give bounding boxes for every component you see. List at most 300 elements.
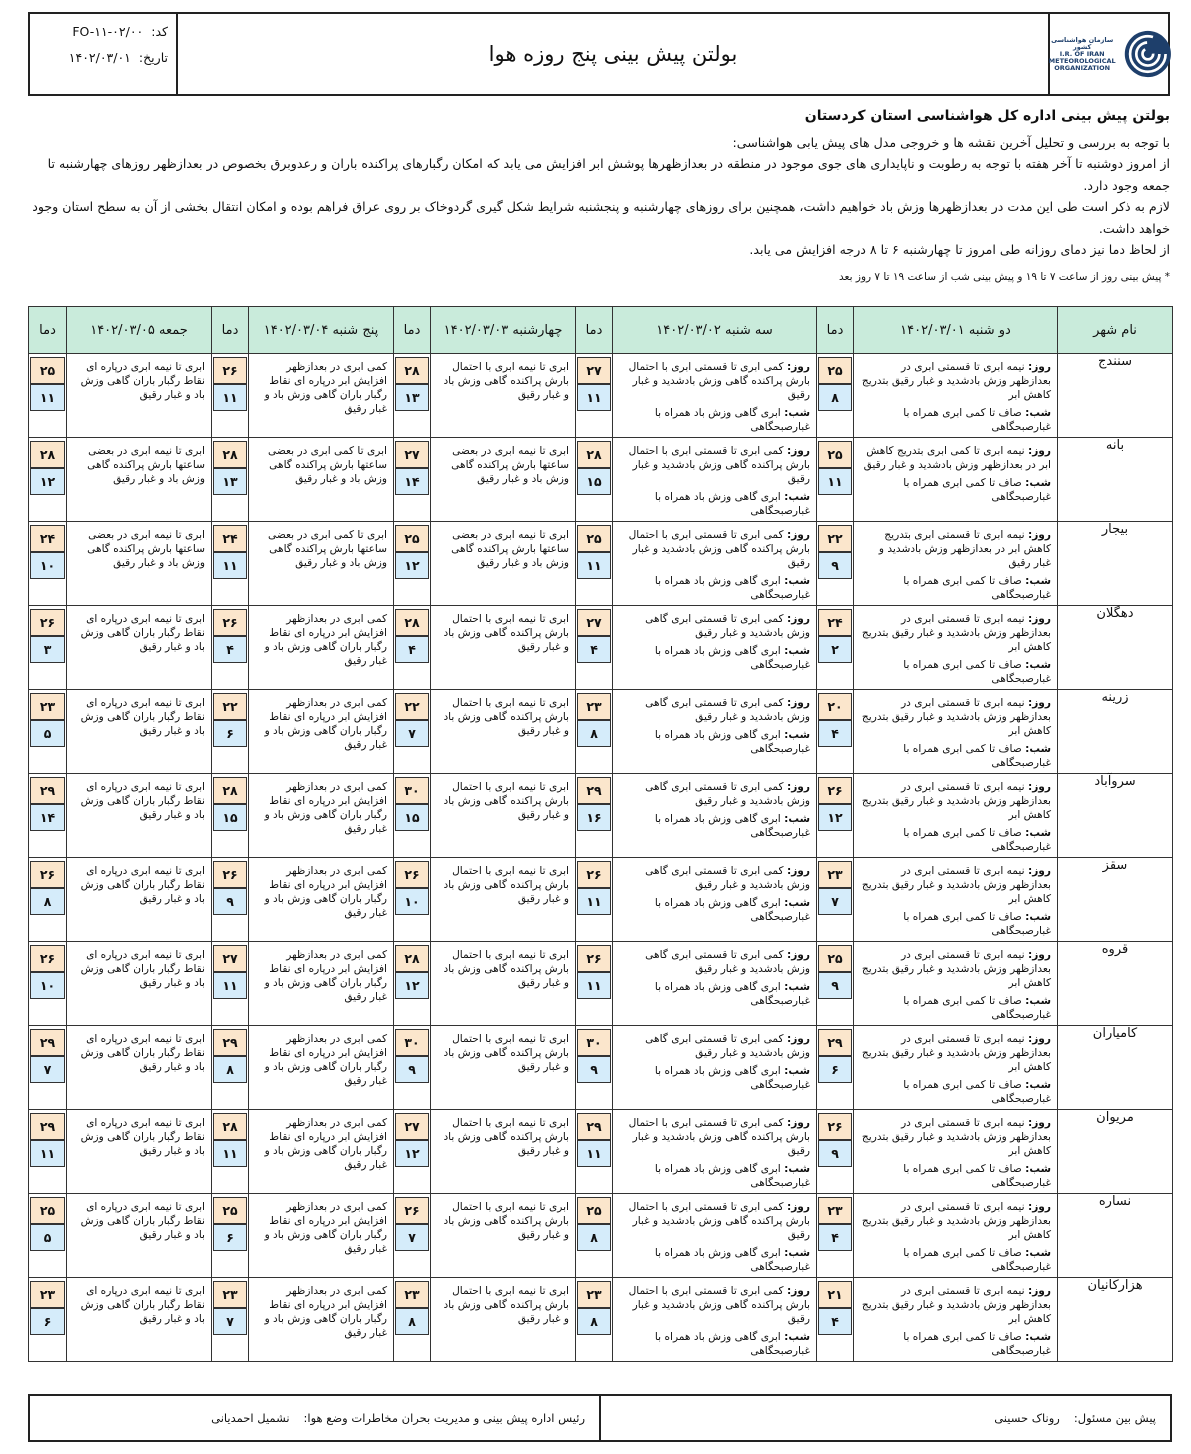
forecast-cell xyxy=(854,1026,1058,1110)
forecast-description xyxy=(67,1110,211,1158)
day-label: روز: xyxy=(786,361,810,373)
forecast-cell xyxy=(249,1026,394,1110)
min-temperature: ۶ xyxy=(213,720,247,747)
day-forecast-text: نیمه ابری تا قسمتی ابری در بعدازظهر وزش بادشدید و غبار رقیق بتدریج کاهش ابر xyxy=(861,1117,1051,1157)
min-temperature: ۴ xyxy=(577,636,611,663)
day-forecast xyxy=(619,1200,810,1242)
min-temperature: ۸ xyxy=(818,384,852,411)
max-temperature: ۲۸ xyxy=(395,945,429,972)
day-label: روز: xyxy=(1027,697,1051,709)
day-forecast xyxy=(619,444,810,486)
day-forecast-text: نیمه ابری تا قسمتی ابری در بعدازظهر وزش بادشدید و غبار رقیق بتدریج کاهش ابر xyxy=(861,1033,1051,1073)
day-forecast xyxy=(619,1116,810,1158)
day-column-header: جمعه ۱۴۰۲/۰۳/۰۵ xyxy=(67,307,212,354)
forecast-cell xyxy=(854,438,1058,522)
max-temperature: ۳۰ xyxy=(395,1029,429,1056)
forecast-description xyxy=(249,1194,393,1256)
table-header-row xyxy=(29,307,1173,354)
day-label: روز: xyxy=(786,1201,810,1213)
min-temperature: ۴ xyxy=(395,636,429,663)
organization-logo xyxy=(1048,14,1168,94)
night-forecast xyxy=(619,980,810,1008)
max-temperature: ۲۶ xyxy=(213,609,247,636)
forecast-cell xyxy=(854,606,1058,690)
min-temperature: ۷ xyxy=(213,1308,247,1335)
day-forecast xyxy=(619,864,810,892)
night-forecast xyxy=(619,490,810,518)
forecast-description xyxy=(249,522,393,570)
min-temperature: ۱۱ xyxy=(213,972,247,999)
min-temperature: ۱۱ xyxy=(213,384,247,411)
temperature-cell xyxy=(576,522,613,606)
max-temperature: ۲۵ xyxy=(818,441,852,468)
night-forecast-text: ابری گاهی وزش باد همراه با غبارصبحگاهی xyxy=(654,813,810,839)
max-temperature: ۲۷ xyxy=(577,609,611,636)
table-row xyxy=(29,1278,1173,1362)
forecast-text: ابری تا نیمه ابری با احتمال بارش پراکنده گاهی وزش باد و غبار رقیق xyxy=(443,1033,569,1073)
forecast-cell xyxy=(67,1194,212,1278)
forecast-cell xyxy=(67,858,212,942)
night-forecast-text: ابری گاهی وزش باد همراه با غبارصبحگاهی xyxy=(654,575,810,601)
day-forecast xyxy=(860,948,1051,990)
max-temperature: ۳۰ xyxy=(577,1029,611,1056)
table-row xyxy=(29,942,1173,1026)
day-label: روز: xyxy=(1027,361,1051,373)
temperature-cell xyxy=(576,942,613,1026)
max-temperature: ۲۵ xyxy=(577,1197,611,1224)
forecast-description xyxy=(431,606,575,654)
forecast-description xyxy=(854,606,1057,686)
forecast-cell xyxy=(431,1194,576,1278)
day-forecast xyxy=(860,360,1051,402)
forecast-description xyxy=(854,774,1057,854)
max-temperature: ۲۰ xyxy=(818,693,852,720)
min-temperature: ۱۱ xyxy=(577,384,611,411)
min-temperature: ۱۲ xyxy=(30,468,65,495)
forecast-description xyxy=(67,1194,211,1242)
night-forecast-text: صاف تا کمی ابری همراه با غبارصبحگاهی xyxy=(903,1247,1051,1273)
chief-label: رئیس اداره پیش بینی و مدیریت بحران مخاطرات وضع هوا: xyxy=(303,1411,585,1425)
forecast-description xyxy=(67,690,211,738)
temperature-cell xyxy=(394,1278,431,1362)
forecast-cell xyxy=(854,774,1058,858)
forecast-cell xyxy=(431,690,576,774)
day-forecast-text: کمی ابری تا قسمتی ابری گاهی وزش بادشدید و غبار رقیق xyxy=(645,1033,810,1059)
max-temperature: ۳۰ xyxy=(395,777,429,804)
max-temperature: ۲۸ xyxy=(395,609,429,636)
min-temperature: ۴ xyxy=(818,1308,852,1335)
night-forecast xyxy=(860,1078,1051,1106)
temperature-cell xyxy=(576,438,613,522)
signature-footer xyxy=(28,1394,1172,1442)
day-forecast xyxy=(860,528,1051,570)
max-temperature: ۲۳ xyxy=(30,1281,65,1308)
min-temperature: ۱۱ xyxy=(577,972,611,999)
table-row xyxy=(29,858,1173,942)
day-forecast-text: کمی ابری تا قسمتی ابری با احتمال بارش پراکنده گاهی وزش بادشدید و غبار رقیق xyxy=(628,361,810,401)
night-forecast xyxy=(860,574,1051,602)
forecast-cell xyxy=(67,522,212,606)
temperature-cell xyxy=(394,942,431,1026)
forecast-text: ابری تا نیمه ابری با احتمال بارش پراکنده گاهی وزش باد و غبار رقیق xyxy=(443,781,569,821)
table-row xyxy=(29,606,1173,690)
max-temperature: ۲۳ xyxy=(30,693,65,720)
max-temperature: ۲۳ xyxy=(213,1281,247,1308)
night-label: شب: xyxy=(1025,1247,1051,1259)
forecast-text: ابری تا نیمه ابری با احتمال بارش پراکنده گاهی وزش باد و غبار رقیق xyxy=(443,865,569,905)
forecast-text: ابری تا نیمه ابری درپاره ای نقاط رگبار باران گاهی وزش باد و غبار رقیق xyxy=(80,865,205,905)
night-label: شب: xyxy=(784,575,810,587)
temperature-cell xyxy=(817,774,854,858)
forecast-text: ابری تا نیمه ابری با احتمال بارش پراکنده گاهی وزش باد و غبار رقیق xyxy=(443,1117,569,1157)
min-temperature: ۸ xyxy=(30,888,65,915)
forecast-description xyxy=(854,690,1057,770)
city-name: سنندج xyxy=(1058,354,1173,438)
temp-column-header: دما xyxy=(212,307,249,354)
logo-text-en-3: ORGANIZATION xyxy=(1054,63,1111,72)
forecast-cell xyxy=(431,522,576,606)
max-temperature: ۲۹ xyxy=(30,1113,65,1140)
temperature-cell xyxy=(394,522,431,606)
forecast-description xyxy=(613,1278,816,1358)
night-forecast-text: ابری گاهی وزش باد همراه با غبارصبحگاهی xyxy=(654,1163,810,1189)
forecast-description xyxy=(431,858,575,906)
temperature-cell xyxy=(394,606,431,690)
forecast-text: ابری تا نیمه ابری درپاره ای نقاط رگبار باران گاهی وزش باد و غبار رقیق xyxy=(80,697,205,737)
forecast-text: کمی ابری در بعدازظهر افزایش ابر درپاره ای نقاط رگبار باران گاهی وزش باد و غبار رقیق xyxy=(264,1033,387,1087)
night-forecast xyxy=(619,406,810,434)
night-label: شب: xyxy=(784,1247,810,1259)
forecast-cell xyxy=(249,1278,394,1362)
table-row xyxy=(29,354,1173,438)
forecast-text: ابری تا نیمه ابری درپاره ای نقاط رگبار باران گاهی وزش باد و غبار رقیق xyxy=(80,1117,205,1157)
day-label: روز: xyxy=(786,1033,810,1045)
forecast-cell xyxy=(854,354,1058,438)
day-column-header: دو شنبه ۱۴۰۲/۰۳/۰۱ xyxy=(854,307,1058,354)
night-forecast xyxy=(860,1330,1051,1358)
min-temperature: ۹ xyxy=(818,972,852,999)
min-temperature: ۴ xyxy=(818,1224,852,1251)
min-temperature: ۱۱ xyxy=(577,1140,611,1167)
temperature-cell xyxy=(817,1194,854,1278)
forecast-cell xyxy=(67,438,212,522)
min-temperature: ۹ xyxy=(213,888,247,915)
night-forecast-text: صاف تا کمی ابری همراه با غبارصبحگاهی xyxy=(903,827,1051,853)
forecast-cell xyxy=(854,690,1058,774)
city-name: هزارکانیان xyxy=(1058,1278,1173,1362)
forecast-cell xyxy=(431,606,576,690)
day-forecast-text: کمی ابری تا قسمتی ابری با احتمال بارش پراکنده گاهی وزش بادشدید و غبار رقیق xyxy=(628,1201,810,1241)
day-label: روز: xyxy=(1027,445,1051,457)
forecast-text: ابری تا نیمه ابری با احتمال بارش پراکنده گاهی وزش باد و غبار رقیق xyxy=(443,949,569,989)
forecast-description xyxy=(854,354,1057,434)
max-temperature: ۲۴ xyxy=(30,525,65,552)
city-name: دهگلان xyxy=(1058,606,1173,690)
night-forecast-text: صاف تا کمی ابری همراه با غبارصبحگاهی xyxy=(903,995,1051,1021)
forecast-cell xyxy=(613,942,817,1026)
forecast-cell xyxy=(613,774,817,858)
night-label: شب: xyxy=(1025,659,1051,671)
forecast-description xyxy=(854,1278,1057,1358)
city-name: بانه xyxy=(1058,438,1173,522)
forecast-cell xyxy=(431,354,576,438)
night-label: شب: xyxy=(784,645,810,657)
forecast-cell xyxy=(249,774,394,858)
temperature-cell xyxy=(29,1194,67,1278)
forecaster-cell xyxy=(601,1396,1170,1440)
night-forecast xyxy=(619,1064,810,1092)
logo-text-fa: سازمان هواشناسی کشور xyxy=(1051,35,1114,51)
forecast-description xyxy=(249,858,393,920)
min-temperature: ۱۲ xyxy=(395,552,429,579)
temperature-cell xyxy=(212,438,249,522)
night-forecast xyxy=(619,896,810,924)
temperature-cell xyxy=(212,1026,249,1110)
day-forecast xyxy=(619,948,810,976)
day-forecast xyxy=(619,1032,810,1060)
forecast-description xyxy=(613,354,816,434)
forecast-cell xyxy=(431,942,576,1026)
temperature-cell xyxy=(212,1278,249,1362)
forecast-text: کمی ابری در بعدازظهر افزایش ابر درپاره ای نقاط رگبار باران گاهی وزش باد و غبار رقیق xyxy=(264,613,387,667)
day-label: روز: xyxy=(786,613,810,625)
day-forecast-text: نیمه ابری تا قسمتی ابری در بعدازظهر وزش بادشدید و غبار رقیق بتدریج کاهش ابر xyxy=(861,1285,1051,1325)
forecast-description xyxy=(613,690,816,756)
forecast-description xyxy=(67,354,211,402)
min-temperature: ۱۱ xyxy=(577,888,611,915)
temperature-cell xyxy=(212,858,249,942)
night-forecast-text: صاف تا کمی ابری همراه با غبارصبحگاهی xyxy=(903,1163,1051,1189)
temperature-cell xyxy=(817,858,854,942)
night-forecast xyxy=(619,574,810,602)
day-forecast xyxy=(619,612,810,640)
forecast-cell xyxy=(67,690,212,774)
day-forecast xyxy=(619,780,810,808)
time-range-note: * پیش بینی روز از ساعت ۷ تا ۱۹ و پیش بینی شب از ساعت ۱۹ تا ۷ روز بعد xyxy=(839,270,1170,283)
day-forecast-text: کمی ابری تا قسمتی ابری گاهی وزش بادشدید و غبار رقیق xyxy=(645,613,810,639)
night-label: شب: xyxy=(784,981,810,993)
night-forecast xyxy=(860,1246,1051,1274)
forecast-cell xyxy=(854,1110,1058,1194)
night-forecast-text: ابری گاهی وزش باد همراه با غبارصبحگاهی xyxy=(654,729,810,755)
temperature-cell xyxy=(576,1026,613,1110)
min-temperature: ۱۲ xyxy=(818,804,852,831)
night-forecast xyxy=(860,910,1051,938)
night-forecast-text: ابری گاهی وزش باد همراه با غبارصبحگاهی xyxy=(654,1247,810,1273)
min-temperature: ۶ xyxy=(818,1056,852,1083)
forecast-text: ابری تا نیمه ابری با احتمال بارش پراکنده گاهی وزش باد و غبار رقیق xyxy=(443,613,569,653)
temperature-cell xyxy=(212,354,249,438)
table-row xyxy=(29,690,1173,774)
min-temperature: ۵ xyxy=(30,1224,65,1251)
forecast-description xyxy=(249,774,393,836)
min-temperature: ۷ xyxy=(818,888,852,915)
max-temperature: ۲۷ xyxy=(395,441,429,468)
forecast-cell xyxy=(67,942,212,1026)
forecast-text: ابری تا نیمه ابری درپاره ای نقاط رگبار باران گاهی وزش باد و غبار رقیق xyxy=(80,361,205,401)
day-forecast xyxy=(860,864,1051,906)
temperature-cell xyxy=(212,942,249,1026)
forecast-description xyxy=(67,942,211,990)
forecast-description xyxy=(613,606,816,672)
min-temperature: ۸ xyxy=(213,1056,247,1083)
day-forecast-text: نیمه ابری تا قسمتی ابری در بعدازظهر وزش بادشدید و غبار رقیق بتدریج کاهش ابر xyxy=(861,949,1051,989)
min-temperature: ۱۰ xyxy=(30,972,65,999)
forecast-description xyxy=(854,1026,1057,1106)
temperature-cell xyxy=(576,354,613,438)
max-temperature: ۲۶ xyxy=(577,945,611,972)
min-temperature: ۷ xyxy=(30,1056,65,1083)
forecast-cell xyxy=(613,438,817,522)
forecast-description xyxy=(613,1110,816,1190)
night-forecast-text: صاف تا کمی ابری همراه با غبارصبحگاهی xyxy=(903,407,1051,433)
temp-column-header: دما xyxy=(576,307,613,354)
night-label: شب: xyxy=(1025,995,1051,1007)
intro-paragraph: از لحاظ دما نیز دمای روزانه طی امروز تا چهارشنبه ۶ تا ۸ درجه افزایش می یابد. xyxy=(749,242,1170,257)
forecast-cell xyxy=(431,1026,576,1110)
max-temperature: ۲۵ xyxy=(30,357,65,384)
day-label: روز: xyxy=(786,1285,810,1297)
forecast-cell xyxy=(431,438,576,522)
max-temperature: ۲۲ xyxy=(213,693,247,720)
max-temperature: ۲۳ xyxy=(577,1281,611,1308)
night-label: شب: xyxy=(1025,911,1051,923)
temperature-cell xyxy=(212,1110,249,1194)
forecast-cell xyxy=(431,858,576,942)
forecast-description xyxy=(67,1278,211,1326)
max-temperature: ۲۸ xyxy=(213,441,247,468)
intro-section xyxy=(30,106,1170,288)
night-forecast xyxy=(860,994,1051,1022)
temperature-cell xyxy=(394,1026,431,1110)
forecast-cell xyxy=(854,1194,1058,1278)
date-label: تاریخ: xyxy=(138,50,168,65)
forecast-description xyxy=(431,1026,575,1074)
forecast-text: کمی ابری در بعدازظهر افزایش ابر درپاره ای نقاط رگبار باران گاهی وزش باد و غبار رقیق xyxy=(264,1117,387,1171)
temperature-cell xyxy=(29,1110,67,1194)
max-temperature: ۲۳ xyxy=(577,693,611,720)
min-temperature: ۸ xyxy=(577,720,611,747)
day-forecast xyxy=(860,1032,1051,1074)
min-temperature: ۱۴ xyxy=(395,468,429,495)
day-label: روز: xyxy=(786,1117,810,1129)
min-temperature: ۱۱ xyxy=(213,552,247,579)
night-forecast xyxy=(860,826,1051,854)
temperature-cell xyxy=(212,690,249,774)
max-temperature: ۲۵ xyxy=(577,525,611,552)
night-forecast-text: ابری گاهی وزش باد همراه با غبارصبحگاهی xyxy=(654,897,810,923)
intro-paragraph: با توجه به بررسی و تحلیل آخرین نقشه ها و خروجی مدل های پیش یابی هواشناسی: xyxy=(732,134,1170,150)
forecast-cell xyxy=(67,1278,212,1362)
intro-title: بولتن پیش بینی اداره کل هواشناسی استان کردستان xyxy=(804,108,1170,124)
day-forecast-text: نیمه ابری تا کمی ابری بتدریج کاهش ابر در بعدازظهر وزش بادشدید و غبار رقیق xyxy=(863,445,1051,471)
forecast-cell xyxy=(854,1278,1058,1362)
day-forecast-text: نیمه ابری تا قسمتی ابری در بعدازظهر وزش بادشدید و غبار رقیق بتدریج کاهش ابر xyxy=(861,697,1051,737)
day-label: روز: xyxy=(1027,1033,1051,1045)
max-temperature: ۲۶ xyxy=(30,861,65,888)
min-temperature: ۱۱ xyxy=(818,468,852,495)
forecast-cell xyxy=(249,354,394,438)
forecast-description xyxy=(249,438,393,486)
min-temperature: ۹ xyxy=(395,1056,429,1083)
forecast-description xyxy=(613,522,816,602)
forecast-description xyxy=(613,1194,816,1274)
temperature-cell xyxy=(394,774,431,858)
max-temperature: ۲۶ xyxy=(818,777,852,804)
night-label: شب: xyxy=(784,407,810,419)
day-forecast xyxy=(860,696,1051,738)
day-column-header: چهارشنبه ۱۴۰۲/۰۳/۰۳ xyxy=(431,307,576,354)
forecast-text: ابری تا نیمه ابری با احتمال بارش پراکنده گاهی وزش باد و غبار رقیق xyxy=(443,361,569,401)
day-forecast-text: نیمه ابری تا قسمتی ابری در بعدازظهر وزش بادشدید و غبار رقیق بتدریج کاهش ابر xyxy=(861,865,1051,905)
night-label: شب: xyxy=(1025,575,1051,587)
night-forecast-text: ابری گاهی وزش باد همراه با غبارصبحگاهی xyxy=(654,407,810,433)
max-temperature: ۲۶ xyxy=(818,1113,852,1140)
forecast-description xyxy=(854,1110,1057,1190)
forecast-description xyxy=(249,606,393,668)
city-name: نساره xyxy=(1058,1194,1173,1278)
forecast-text: ابری تا نیمه ابری با احتمال بارش پراکنده گاهی وزش باد و غبار رقیق xyxy=(443,1285,569,1325)
bulletin-title: بولتن پیش بینی پنج روزه هوا xyxy=(488,42,738,66)
night-forecast-text: صاف تا کمی ابری همراه با غبارصبحگاهی xyxy=(903,659,1051,685)
intro-paragraph: لازم به ذکر است طی این مدت در بعدازظهرها وزش باد خواهیم داشت، همچنین برای روزهای چهارشنبه و پنجشنبه شرایط شکل گیری گردوخاک بر روی عراق فراهم بوده و امکان انتقال بخشی از آن به سطح استان وجود خواهد داشت. xyxy=(32,199,1170,236)
night-label: شب: xyxy=(1025,827,1051,839)
city-name: کامیاران xyxy=(1058,1026,1173,1110)
night-label: شب: xyxy=(784,813,810,825)
temperature-cell xyxy=(576,690,613,774)
min-temperature: ۱۱ xyxy=(213,1140,247,1167)
temperature-cell xyxy=(576,1110,613,1194)
forecast-cell xyxy=(67,1110,212,1194)
temp-column-header: دما xyxy=(817,307,854,354)
max-temperature: ۲۹ xyxy=(577,1113,611,1140)
city-name: بیجار xyxy=(1058,522,1173,606)
day-forecast-text: کمی ابری تا قسمتی ابری با احتمال بارش پراکنده گاهی وزش بادشدید و غبار رقیق xyxy=(628,529,810,569)
max-temperature: ۲۳ xyxy=(818,861,852,888)
forecast-cell xyxy=(613,1110,817,1194)
max-temperature: ۲۸ xyxy=(213,777,247,804)
forecast-cell xyxy=(249,1194,394,1278)
temperature-cell xyxy=(29,690,67,774)
max-temperature: ۲۶ xyxy=(577,861,611,888)
forecast-cell xyxy=(854,942,1058,1026)
temperature-cell xyxy=(394,858,431,942)
max-temperature: ۲۵ xyxy=(818,945,852,972)
temperature-cell xyxy=(817,606,854,690)
date-row xyxy=(69,50,168,65)
day-label: روز: xyxy=(1027,865,1051,877)
forecast-text: ابری تا نیمه ابری درپاره ای نقاط رگبار باران گاهی وزش باد و غبار رقیق xyxy=(80,1201,205,1241)
day-forecast-text: نیمه ابری تا قسمتی ابری در بعدازظهر وزش بادشدید و غبار رقیق بتدریج کاهش ابر xyxy=(861,781,1051,821)
forecast-description xyxy=(613,1026,816,1092)
min-temperature: ۱۳ xyxy=(395,384,429,411)
forecast-text: ابری تا نیمه ابری در بعضی ساعتها بارش پراکنده گاهی وزش باد و غبار رقیق xyxy=(87,529,205,569)
forecast-cell xyxy=(613,690,817,774)
night-forecast-text: ابری گاهی وزش باد همراه با غبارصبحگاهی xyxy=(654,981,810,1007)
city-name: قروه xyxy=(1058,942,1173,1026)
min-temperature: ۴ xyxy=(818,720,852,747)
night-forecast xyxy=(619,1330,810,1358)
min-temperature: ۱۵ xyxy=(395,804,429,831)
forecast-description xyxy=(249,942,393,1004)
day-forecast xyxy=(619,528,810,570)
day-forecast-text: نیمه ابری تا قسمتی ابری در بعدازظهر وزش بادشدید و غبار رقیق بتدریج کاهش ابر xyxy=(861,361,1051,401)
night-forecast xyxy=(619,1246,810,1274)
forecast-cell xyxy=(249,858,394,942)
max-temperature: ۲۷ xyxy=(577,357,611,384)
forecast-description xyxy=(67,438,211,486)
night-label: شب: xyxy=(1025,743,1051,755)
